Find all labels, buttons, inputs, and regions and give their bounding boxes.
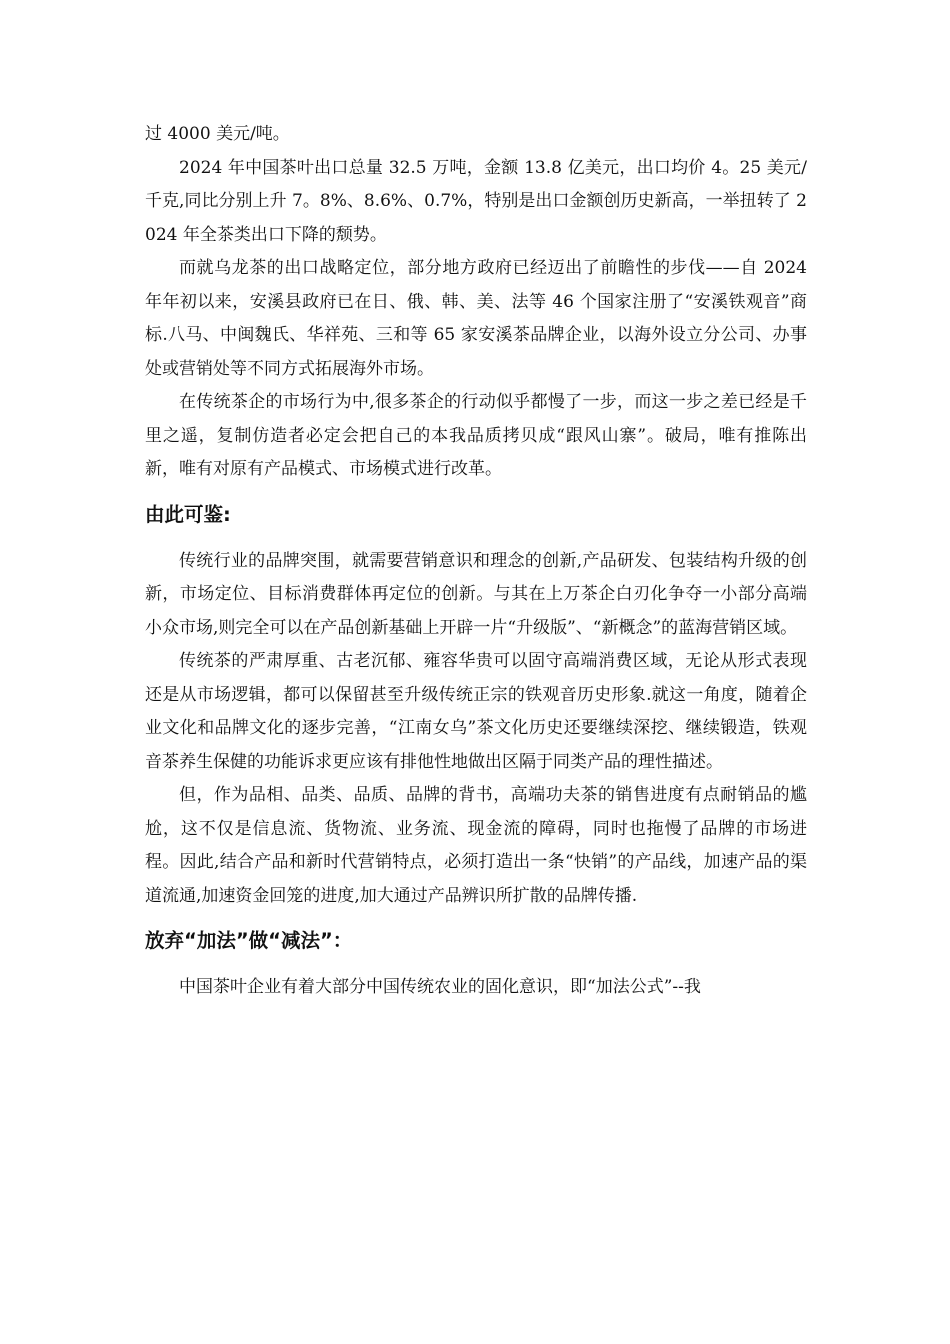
paragraph-traditional-tea-image: 传统茶的严肃厚重、古老沉郁、雍容华贵可以固守高端消费区域，无论从形式表现还是从市场逻辑，都可以保留甚至升级传统正宗的铁观音历史形象.就这一角度，随着企业文化和品牌文化的逐步完善，“江南女乌”茶文化历史还要继续深挖、继续锻造，铁观音茶养生保健的功能诉求更应该有排他性地做出区隔于同类产品的理性描述。 xyxy=(145,651,807,772)
paragraph-oolong-strategy: 而就乌龙茶的出口战略定位，部分地方政府已经迈出了前瞻性的步伐——自 2024 年年初以来，安溪县政府已在日、俄、韩、美、法等 46 个国家注册了“安溪铁观音”商标.八马、中闽魏氏、华祥苑、三和等 65 家安溪茶品牌企业，以海外设立分公司、办事处或营销处等不同方式拓展海外市场。 xyxy=(145,258,807,379)
section-heading-lessons: 由此可鉴: xyxy=(145,502,231,526)
section-heading-subtraction: 放弃“加法”做“减法”： xyxy=(145,929,353,952)
paragraph-traditional-companies: 在传统茶企的市场行为中,很多茶企的行动似乎都慢了一步，而这一步之差已经是千里之遥，复制仿造者必定会把自己的本我品质拷贝成“跟风山寨”。破局，唯有推陈出新，唯有对原有产品模式、市场模式进行改革。 xyxy=(145,392,807,479)
paragraph-addition-formula: 中国茶叶企业有着大部分中国传统农业的固化意识，即“加法公式”--我 xyxy=(179,977,701,997)
paragraph-brand-breakthrough: 传统行业的品牌突围，就需要营销意识和理念的创新,产品研发、包装结构升级的创新，市场定位、目标消费群体再定位的创新。与其在上万茶企白刃化争夺一小部分高端小众市场,则完全可以在产品创新基础上开辟一片“升级版”、“新概念”的蓝海营销区域。 xyxy=(145,550,807,638)
paragraph-continuation: 过 4000 美元/吨。 xyxy=(145,124,290,144)
document-page xyxy=(145,118,807,1005)
paragraph-fast-selling-line: 但，作为品相、品类、品质、品牌的背书，高端功夫茶的销售进度有点耐销品的尴尬，这不仅是信息流、货物流、业务流、现金流的障碍，同时也拖慢了品牌的市场进程。因此,结合产品和新时代营销特点，必须打造出一条“快销”的产品线，加速产品的渠道流通,加速资金回笼的进度,加大通过产品辨识所扩散的品牌传播. xyxy=(145,785,807,906)
paragraph-export-stats: 2024 年中国茶叶出口总量 32.5 万吨，金额 13.8 亿美元，出口均价 4。25 美元/千克,同比分别上升 7。8%、8.6%、0.7%，特别是出口金额创历史新高，一举扭转了 2024 年全茶类出口下降的颓势。 xyxy=(145,157,807,245)
